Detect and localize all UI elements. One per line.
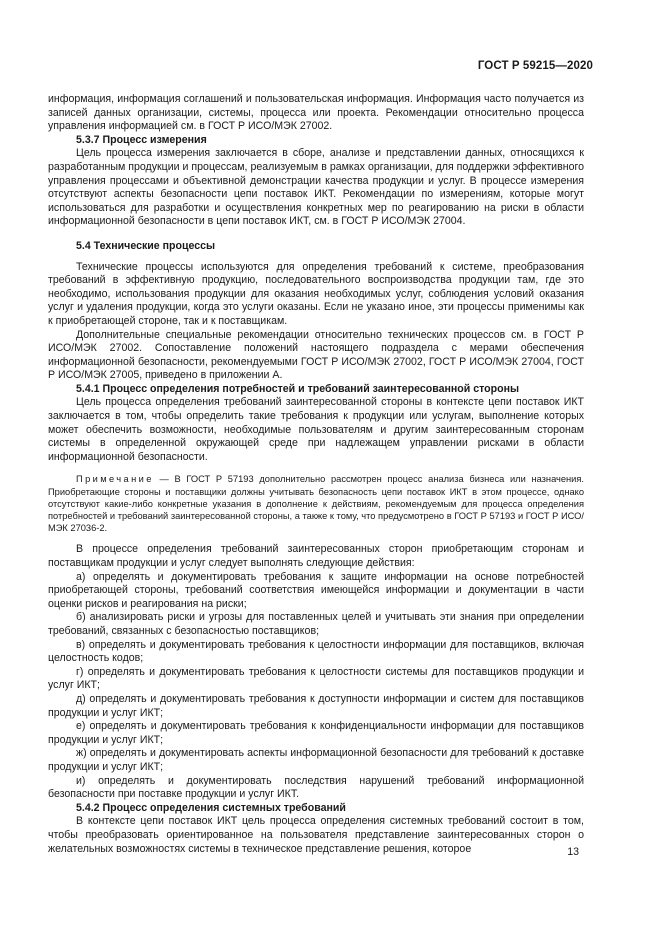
note-label: Примечание <box>76 474 154 485</box>
paragraph: а) определять и документировать требования к защите информации на основе потребностей приобретающей стороны, требований соответствия имеющейся информации и документации в части оценки рисков и реагирования на риски; <box>48 570 584 610</box>
section-heading: 5.3.7 Процесс измерения <box>76 133 207 146</box>
paragraph: в) определять и документировать требования к целостности информации для поставщиков, включая целостность кодов; <box>48 638 584 665</box>
paragraph: Технические процессы используются для определения требований к системе, преобразования требований в эффективную продукцию, последовательного воспроизводства продукции там, где это необходимо, использования продукции для оказания необходимых услуг, соблюдения условий оказания услуг и удаления продукции, когда это услуги оказаны. Если не указано иное, эти процессы применимы как к приобретающей стороне, так и к поставщикам. <box>48 260 584 327</box>
note-block <box>48 473 584 534</box>
paragraph: Цель процесса измерения заключается в сборе, анализе и представлении данных, относящихся к разработанным продукции и процессам, реализуемым в рамках организации, для поддержки эффективного управления процессами и объективной демонстрации качества продукции и услуг. В процессе измерения отсутствуют аспекты безопасности цепи поставок ИКТ. Рекомендации по измерениям, которые могут использоваться для разработки и осуществления конкретных мер по реагированию на риски в области информационной безопасности в цепи поставок ИКТ, см. в ГОСТ Р ИСО/МЭК 27004. <box>48 147 584 228</box>
page-number: 13 <box>567 846 579 858</box>
paragraph: и) определять и документировать последствия нарушений требований информационной безопасности при поставке продукции и услуг ИКТ. <box>48 774 584 801</box>
paragraph: В процессе определения требований заинтересованных сторон приобретающим сторонам и поставщикам продукции и услуг следует выполнять следующие действия: <box>48 543 584 570</box>
paragraph: Дополнительные специальные рекомендации относительно технических процессов см. в ГОСТ Р ИСО/МЭК 27002. Сопоставление положений настоящего подраздела с мерами обеспечения информационной безопасности, рекомендуемыми ГОСТ Р ИСО/МЭК 27002, ГОСТ Р ИСО/МЭК 27004, ГОСТ Р ИСО/МЭК 27005, приведено в приложении А. <box>48 328 584 382</box>
paragraph: б) анализировать риски и угрозы для поставленных целей и учитывать эти знания при определении требований, связанных с безопасностью поставщиков; <box>48 611 584 638</box>
paragraph: г) определять и документировать требования к целостности системы для поставщиков продукции и услуг ИКТ; <box>48 665 584 692</box>
paragraph: информация, информация соглашений и пользовательская информация. Информация часто получается из записей данных организации, системы, процесса или проекта. Рекомендации относительно процесса управления информацией см. в ГОСТ Р ИСО/МЭК 27002. <box>48 93 584 133</box>
paragraph: е) определять и документировать требования к конфиденциальности информации для поставщиков продукции и услуг ИКТ; <box>48 720 584 746</box>
section-heading: 5.4.2 Процесс определения системных требований <box>76 801 346 814</box>
section-heading: 5.4 Технические процессы <box>76 239 216 252</box>
paragraph: В контексте цепи поставок ИКТ цель процесса определения системных требований состоит в том, чтобы преобразовать ориентированное на пользователя представление заинтересованных сторон о желательных возможностях системы в техническое представление решения, которое <box>48 815 584 855</box>
paragraph: Цель процесса определения требований заинтересованной стороны в контексте цепи поставок ИКТ заключается в том, чтобы определить такие требования к продукции или услугам, выполнение которых может обеспечить возможности, необходимые пользователям и другим заинтересованным сторонам системы в определенной окружающей среде при надлежащем управлении рисками в области информационной безопасности. <box>48 396 584 463</box>
paragraph: д) определять и документировать требования к доступности информации и систем для поставщиков продукции и услуг ИКТ; <box>48 692 584 719</box>
page-content <box>48 93 584 856</box>
running-header: ГОСТ Р 59215—2020 <box>477 60 593 72</box>
paragraph: ж) определять и документировать аспекты информационной безопасности для требований к доставке продукции и услуг ИКТ; <box>48 747 584 773</box>
section-heading: 5.4.1 Процесс определения потребностей и требований заинтересованной стороны <box>76 382 520 395</box>
note-text: — В ГОСТ Р 57193 дополнительно рассмотрен процесс анализа бизнеса или назначения. Приобретающие стороны и поставщики должны учитывать безопасность цепи поставок ИКТ в этом процессе, однако отсутствуют какие-либо конкретные указания в дополнение к действиям, рекомендуемым для процесса определения потребностей и требований заинтересованной стороны, а также к тому, что предусмотрено в ГОСТ Р 57193 и ГОСТ Р ИСО/МЭК 27036-2. <box>48 474 584 534</box>
